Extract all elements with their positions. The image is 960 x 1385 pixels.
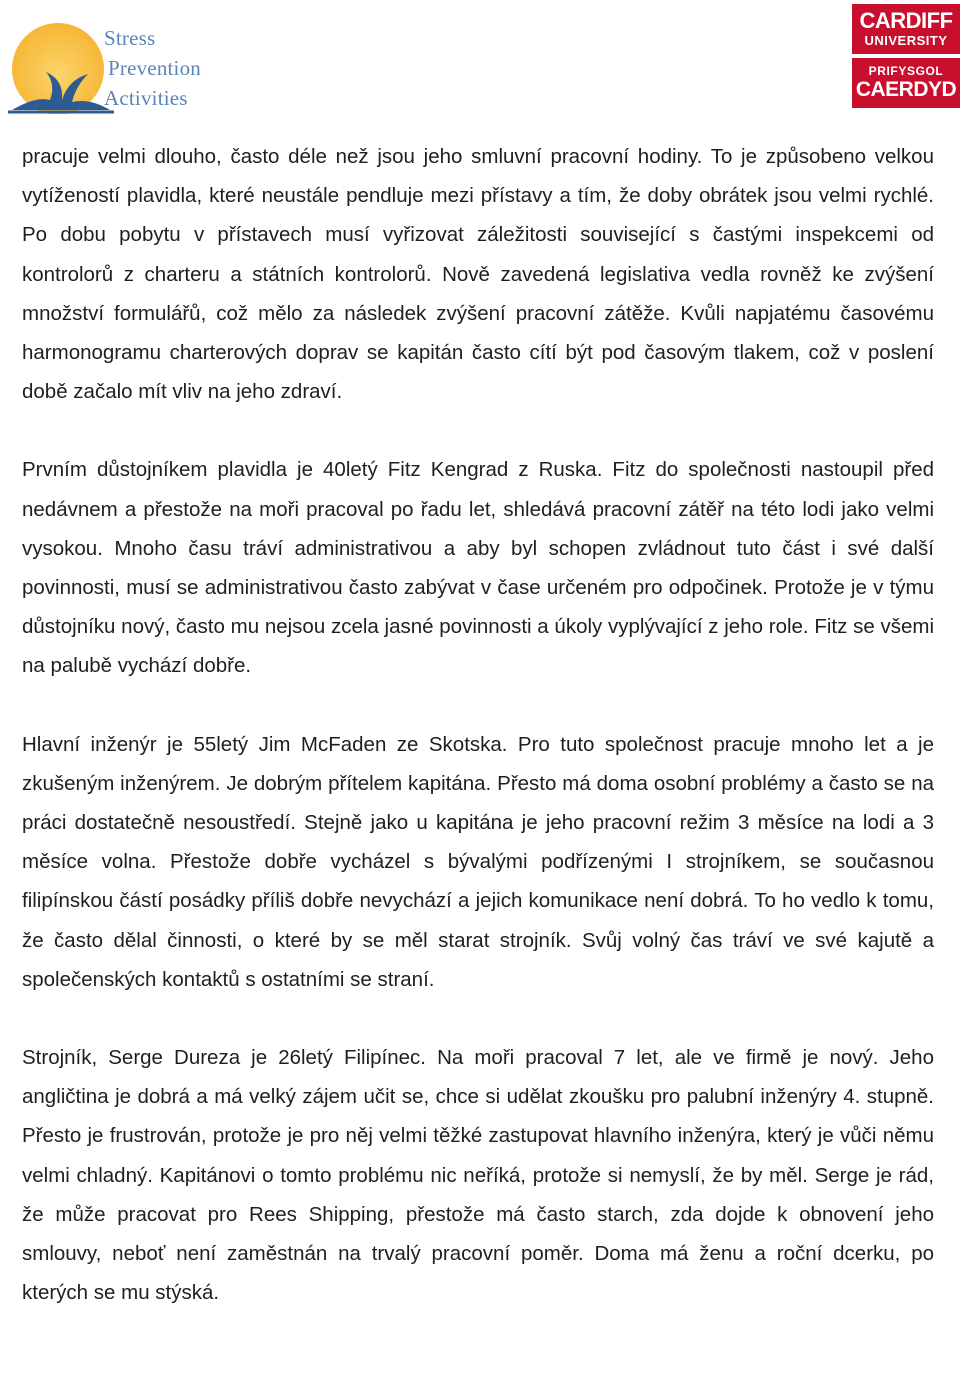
cardiff-logo-line4: CAERDYD <box>855 78 957 101</box>
paragraph-captain: pracuje velmi dlouho, často déle než jsou jeho smluvní pracovní hodiny. To je způsobeno velkou vytížeností plavidla, které neustále pendluje mezi přístavy a tím, že doby obrátek jsou velmi rychlé. Po dobu pobytu v přístavech musí vyřizovat záležitosti související s častými inspekcemi od kontrolorů z charteru a státních kontrolorů. Nově zavedená legislativa vedla rovněž ke zvýšení množství formulářů, což mělo za následek zvýšení pracovní zátěže. Kvůli napjatému časovému harmonogramu charterových doprav se kapitán často cítí být pod časovým tlakem, což v poslení době začalo mít vliv na jeho zdraví. <box>22 145 934 404</box>
cardiff-logo-line1: CARDIFF <box>859 8 953 33</box>
stress-prevention-activities-logo <box>6 14 206 114</box>
cardiff-logo-line3: PRIFYSGOL <box>868 64 944 78</box>
paragraph-engineer: Strojník, Serge Dureza je 26letý Filipínec. Na moři pracoval 7 let, ale ve firmě je nový. Jeho angličtina je dobrá a má velký zájem učit se, chce si udělat zkoušku pro palubní inženýry 4. stupně. Přesto je frustrován, protože je pro něj velmi těžké zastupovat hlavního inženýra, který je vůči němu velmi chladný. Kapitánovi o tomto problému nic neříká, protože si nemyslí, že by měl. Serge je rád, že může pracovat pro Rees Shipping, přestože má často starch, zda dojde k obnovení jeho smlouvy, neboť není zaměstnán na trvalý pracovní poměr. Doma má ženu a roční dcerku, po kterých se mu stýská. <box>22 1046 934 1305</box>
page-header <box>0 0 960 118</box>
sun-whale-tail-icon <box>6 14 116 114</box>
cardiff-logo-line2: UNIVERSITY <box>864 33 948 48</box>
cardiff-logo-top <box>852 4 960 54</box>
logo-word-prevention: Prevention <box>108 56 201 80</box>
logo-word-stress: Stress <box>104 26 156 50</box>
cardiff-university-logo <box>852 4 960 108</box>
logo-word-activities: Activities <box>104 86 188 110</box>
document-body <box>22 137 934 1312</box>
paragraph-first-officer: Prvním důstojníkem plavidla je 40letý Fitz Kengrad z Ruska. Fitz do společnosti nastoupil před nedávnem a přestože na moři pracoval po řadu let, shledává pracovní zátěř na této lodi jako velmi vysokou. Mnoho času tráví administrativou a aby byl schopen zvládnout tuto část i své další povinnosti, musí se administrativou často zabývat v čase určeném pro odpočinek. Protože je v týmu důstojníku nový, často mu nejsou zcela jasné povinnosti a úkoly vyplývající z jeho role. Fitz se všemi na palubě vychází dobře. <box>22 458 934 678</box>
paragraph-chief-engineer: Hlavní inženýr je 55letý Jim McFaden ze Skotska. Pro tuto společnost pracuje mnoho let a je zkušeným inženýrem. Je dobrým přítelem kapitána. Přesto má doma osobní problémy a často se na práci dostatečně nesoustředí. Stejně jako u kapitána je jeho pracovní režim 3 měsíce na lodi a 3 měsíce volna. Přestože dobře vycházel s bývalými podřízenými I strojníkem, se současnou filipínskou částí posádky příliš dobře nevychází a jejich komunikace není dobrá. To ho vedlo k tomu, že často dělal činnosti, o které by se měl starat strojník. Svůj volný čas tráví ve své kajutě a společenských kontaktů s ostatními se straní. <box>22 732 934 991</box>
cardiff-logo-bottom <box>852 58 960 108</box>
